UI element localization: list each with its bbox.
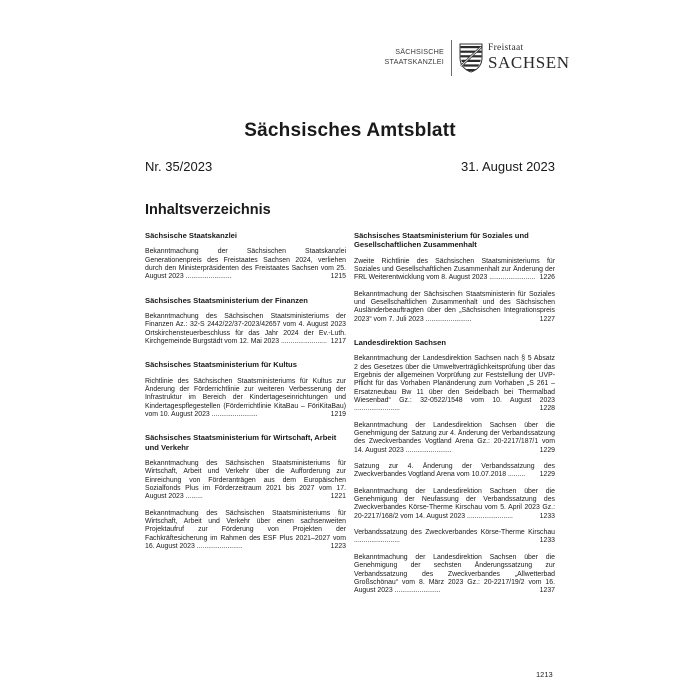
entry-text: Richtlinie des Sächsischen Staatsministeriums für Kultus zur Änderung der Förderrichtlinie zur weiteren Verbesserung der Infrastruktur im Bereich der Kindertageseinrichtungen und Kindertagespflegestellen (Förderrichtlinie KitaBau – FöriKitaBau) vom 10. August 2023 ........................ bbox=[145, 377, 346, 419]
toc-entry[interactable] bbox=[354, 529, 555, 546]
wordmark-line-2: SACHSEN bbox=[488, 53, 570, 72]
issuer-line-1: SÄCHSISCHE bbox=[395, 47, 444, 56]
toc-entry[interactable] bbox=[354, 258, 555, 283]
section-title: Sächsisches Staatsministerium für Kultus bbox=[145, 360, 297, 370]
entry-text: Bekanntmachung der Landesdirektion Sachsen nach § 5 Absatz 2 des Gesetzes über die Umweltverträglichkeitsprüfung über das Ergebnis der allgemeinen Vorprüfung zur Feststellung der UVP-Pflicht für das Vorhaben Planänderung zum Vorhaben „S 261 – Ersatzneubau Bw 11 über den Seidelbach bei Thermalbad Wiesenbad“ Gz.: 32-0522/1548 vom 10. August 2023 ........................ bbox=[354, 355, 555, 413]
toc-section bbox=[354, 231, 555, 324]
entry-text: Satzung zur 4. Änderung der Verbandssatzung des Zweckverbandes Vogtland Arena vom 10.07.2018 ......... bbox=[354, 463, 555, 479]
toc-entry[interactable] bbox=[354, 422, 555, 455]
toc-entry[interactable] bbox=[145, 378, 346, 420]
entry-text: Bekanntmachung des Sächsischen Staatsministeriums der Finanzen Az.: 32-S 2442/22/37-2023/42657 vom 4. August 2023 Ortskirchensteuerbeschluss für das Jahr 2024 der Ev.-Luth. Kirchgemeinde Burgstädt vom 12. Mai 2023 ........................ bbox=[145, 312, 346, 345]
toc-entry[interactable] bbox=[354, 554, 555, 596]
entry-text: Bekanntmachung der Sächsischen Staatsministerin für Soziales und Gesellschaftlichen Zusammenhalt und des Sächsischen Ausländerbeauftragten über den „Sächsischen Integrationspreis 2023“ vom 7. Juli 2023 ........................ bbox=[354, 290, 555, 323]
entry-page-number: 1223 bbox=[330, 543, 346, 551]
toc-section bbox=[145, 231, 346, 282]
entry-text: Bekanntmachung der Landesdirektion Sachsen über die Genehmigung der Neufassung der Verbandssatzung des Zweckverbandes Körse-Therme Kirschau vom 5. April 2023 Gz.: 20-2217/168/2 vom 14. August 2023 ........................ bbox=[354, 487, 555, 520]
issue-number: Nr. 35/2023 bbox=[145, 159, 213, 174]
entry-page-number: 1229 bbox=[539, 446, 555, 454]
entry-page-number: 1219 bbox=[330, 411, 346, 419]
entry-text: Bekanntmachung der Sächsischen Staatskanzlei Generationenpreis des Freistaates Sachsen 2024, verliehen durch den Ministerpräsidenten des Freistaates Sachsen vom 25. August 2023 ........................ bbox=[145, 248, 346, 281]
toc-section bbox=[145, 360, 346, 419]
toc-entry[interactable] bbox=[354, 291, 555, 324]
toc-entry[interactable] bbox=[354, 463, 555, 480]
entry-page-number: 1229 bbox=[539, 471, 555, 479]
issuer-line-2: STAATSKANZLEI bbox=[384, 56, 444, 66]
entry-text: Bekanntmachung der Landesdirektion Sachsen über die Genehmigung der Satzung zur 4. Änderung der Verbandssatzung des Zweckverbandes Vogtland Arena Gz.: 20-2217/187/1 vom 14. August 2023 ........................ bbox=[354, 421, 555, 454]
section-title: Landesdirektion Sachsen bbox=[354, 338, 446, 347]
wordmark-line-1: Freistaat bbox=[488, 43, 524, 53]
toc-section bbox=[354, 338, 555, 596]
table-of-contents-heading: Inhaltsverzeichnis bbox=[145, 202, 271, 218]
entry-text: Bekanntmachung der Landesdirektion Sachsen über die Genehmigung der sechsten Änderungssatzung zur Verbandssatzung des Zweckverbandes „Allwetterbad Großschönau“ vom 8. März 2023 Gz.: 20-2217/19/2 vom 16. August 2023 ........................ bbox=[354, 553, 555, 595]
entry-page-number: 1226 bbox=[539, 274, 555, 282]
section-title: Sächsisches Staatsministerium für Soziales und Gesellschaftlichen Zusammenhalt bbox=[354, 231, 529, 250]
entry-page-number: 1227 bbox=[539, 315, 555, 323]
section-title: Sächsisches Staatsministerium der Finanzen bbox=[145, 295, 308, 305]
page-number: 1213 bbox=[536, 670, 553, 679]
sachsen-wordmark bbox=[488, 43, 570, 72]
entry-text: Zweite Richtlinie des Sächsischen Staatsministeriums für Soziales und Gesellschaftlichen Zusammenhalt zur Änderung der FRL Weiterentwicklung vom 8. August 2023 ........................ bbox=[354, 257, 555, 282]
toc-column-right bbox=[354, 231, 555, 610]
entry-text: Bekanntmachung des Sächsischen Staatsministeriums für Wirtschaft, Arbeit und Verkehr über einen sachsenweiten Projektaufruf zur Förderung von Projekten der Fachkräftesicherung im Rahmen des ESF Plus 2021–2027 vom 16. August 2023 ........................ bbox=[145, 509, 346, 551]
entry-page-number: 1217 bbox=[330, 338, 346, 345]
entry-page-number: 1228 bbox=[539, 405, 555, 413]
toc-section bbox=[145, 433, 346, 551]
entry-page-number: 1237 bbox=[539, 587, 555, 595]
entry-page-number: 1221 bbox=[330, 493, 346, 501]
issue-date: 31. August 2023 bbox=[461, 159, 555, 174]
toc-entry[interactable] bbox=[145, 510, 346, 552]
section-title: Sächsische Staatskanzlei bbox=[145, 231, 238, 240]
entry-page-number: 1215 bbox=[330, 273, 346, 281]
document-title: Sächsisches Amtsblatt bbox=[244, 120, 456, 141]
toc-entry[interactable] bbox=[145, 248, 346, 281]
toc-entry[interactable] bbox=[354, 355, 555, 413]
toc-section bbox=[145, 296, 346, 347]
section-title: Sächsisches Staatsministerium für Wirtschaft, Arbeit und Verkehr bbox=[145, 433, 337, 452]
toc-entry[interactable] bbox=[354, 488, 555, 521]
logo-divider bbox=[451, 40, 452, 76]
entry-text: Bekanntmachung des Sächsischen Staatsministeriums für Wirtschaft, Arbeit und Verkehr über die Aufforderung zur Einreichung von Förderanträgen aus dem Europäischen Sozialfonds Plus im Förderzeitraum 2021 bis 2027 vom 17. August 2023 ......... bbox=[145, 459, 346, 501]
entry-page-number: 1233 bbox=[539, 512, 555, 520]
entry-page-number: 1233 bbox=[539, 537, 555, 545]
toc-column-left bbox=[145, 231, 346, 565]
saxony-crest-icon bbox=[459, 43, 483, 73]
issuer-logo-text bbox=[368, 47, 444, 66]
toc-entry[interactable] bbox=[145, 460, 346, 502]
entry-text: Verbandssatzung des Zweckverbandes Körse-Therme Kirschau ........................ bbox=[354, 529, 555, 545]
toc-entry[interactable] bbox=[145, 313, 346, 346]
